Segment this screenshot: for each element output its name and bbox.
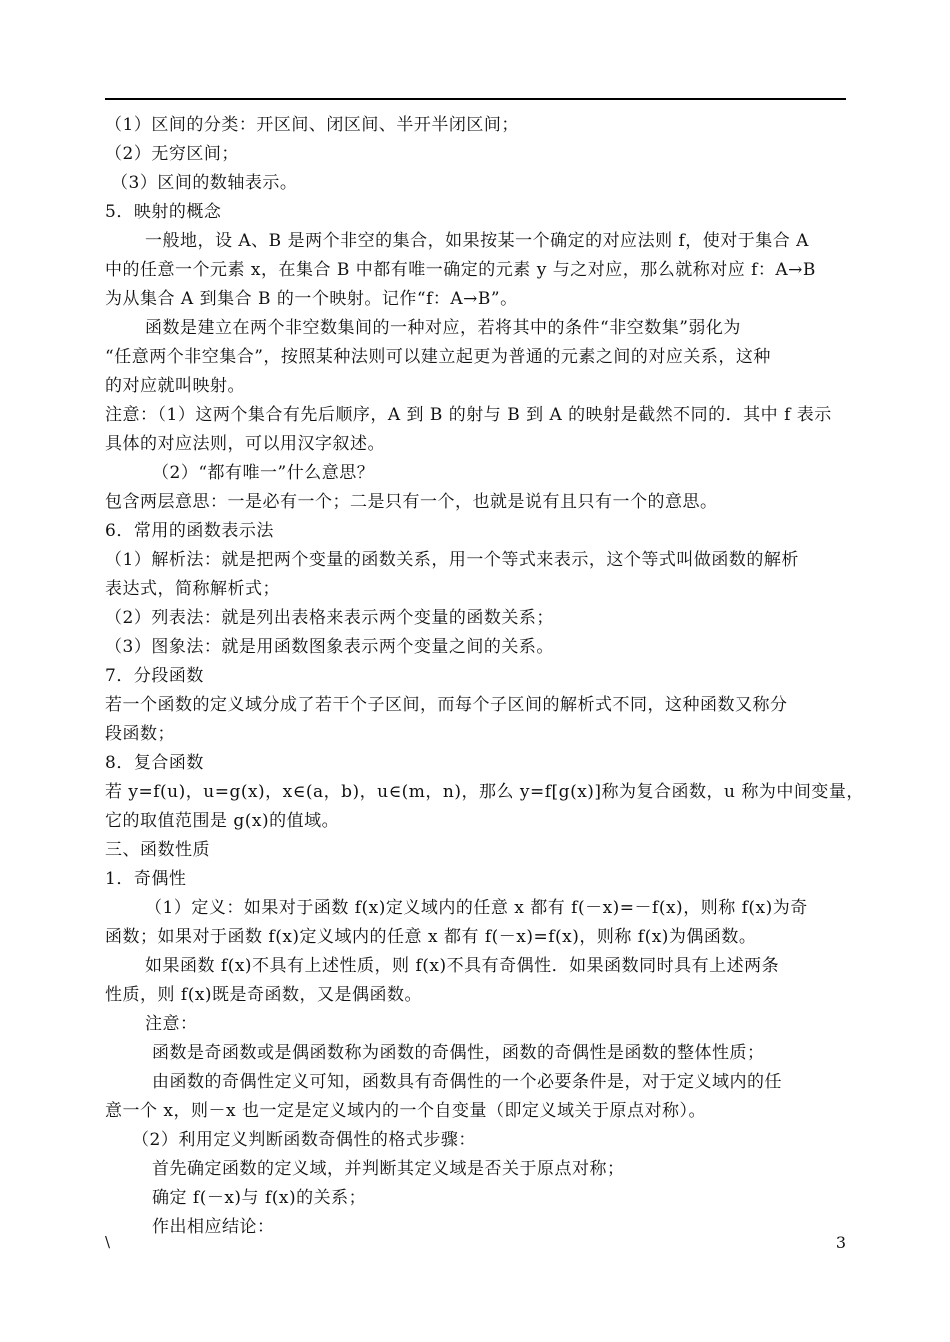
header-rule: [105, 98, 846, 100]
text-line: 段函数；: [105, 724, 175, 744]
text-line: 若 y=f(u)，u=g(x)，x∈(a，b)，u∈(m，n)，那么 y=f[g(x)]称为复合函数，u 称为中间变量，: [105, 782, 864, 802]
text-line: 由函数的奇偶性定义可知，函数具有奇偶性的一个必要条件是，对于定义域内的任: [152, 1072, 782, 1092]
text-line: 函数；如果对于函数 f(x)定义域内的任意 x 都有 f(－x)=f(x)，则称 f(x)为偶函数。: [105, 927, 757, 947]
text-line: “任意两个非空集合”，按照某种法则可以建立起更为普通的元素之间的对应关系，这种: [105, 347, 771, 367]
text-line: 函数是建立在两个非空数集间的一种对应，若将其中的条件“非空数集”弱化为: [145, 318, 741, 338]
text-line: 意一个 x，则－x 也一定是定义域内的一个自变量（即定义域关于原点对称）。: [105, 1101, 706, 1121]
page-number: 3: [835, 1233, 846, 1252]
text-line: （3）区间的数轴表示。: [111, 173, 298, 193]
text-line: 作出相应结论：: [152, 1217, 275, 1237]
text-line: 一般地，设 A、B 是两个非空的集合，如果按某一个确定的对应法则 f，使对于集合 A: [145, 231, 809, 251]
section-heading: 8．复合函数: [105, 753, 204, 773]
text-line: 性质，则 f(x)既是奇函数，又是偶函数。: [105, 985, 423, 1005]
text-line: 如果函数 f(x)不具有上述性质，则 f(x)不具有奇偶性．如果函数同时具有上述两条: [145, 956, 780, 976]
text-line: （3）图象法：就是用函数图象表示两个变量之间的关系。: [105, 637, 554, 657]
text-line: 中的任意一个元素 x，在集合 B 中都有唯一确定的元素 y 与之对应，那么就称对应 f：A→B: [105, 260, 816, 280]
text-line: 函数是奇函数或是偶函数称为函数的奇偶性，函数的奇偶性是函数的整体性质；: [152, 1043, 765, 1063]
text-line: 若一个函数的定义域分成了若干个子区间，而每个子区间的解析式不同，这种函数又称分: [105, 695, 788, 715]
text-line: 它的取值范围是 g(x)的值域。: [105, 811, 340, 831]
text-line: 注意：: [145, 1014, 198, 1034]
text-line: 包含两层意思：一是必有一个；二是只有一个，也就是说有且只有一个的意思。: [105, 492, 718, 512]
text-line: 注意：（1）这两个集合有先后顺序，A 到 B 的射与 B 到 A 的映射是截然不同的．其中 f 表示: [105, 405, 832, 425]
section-heading: 6．常用的函数表示法: [105, 521, 274, 541]
text-line: 为从集合 A 到集合 B 的一个映射。记作“f：A→B”。: [105, 289, 518, 309]
text-line: （2）无穷区间；: [105, 144, 239, 164]
text-line: 的对应就叫映射。: [105, 376, 245, 396]
section-heading: 1．奇偶性: [105, 869, 187, 889]
text-line: （1）区间的分类：开区间、闭区间、半开半闭区间；: [105, 115, 519, 135]
text-line: （2）“都有唯一”什么意思？: [152, 463, 375, 483]
text-line: 具体的对应法则，可以用汉字叙述。: [105, 434, 385, 454]
section-heading: 7．分段函数: [105, 666, 204, 686]
footer-mark: \: [105, 1233, 111, 1251]
text-line: （2）列表法：就是列出表格来表示两个变量的函数关系；: [105, 608, 554, 628]
section-heading: 5．映射的概念: [105, 202, 222, 222]
text-line: （1）解析法：就是把两个变量的函数关系，用一个等式来表示，这个等式叫做函数的解析: [105, 550, 799, 570]
text-line: 首先确定函数的定义域，并判断其定义域是否关于原点对称；: [152, 1159, 625, 1179]
text-line: 确定 f(－x)与 f(x)的关系；: [152, 1188, 367, 1208]
text-line: （2）利用定义判断函数奇偶性的格式步骤：: [132, 1130, 476, 1150]
text-line: 表达式，简称解析式；: [105, 579, 280, 599]
text-line: （1）定义：如果对于函数 f(x)定义域内的任意 x 都有 f(－x)=－f(x)，则称 f(x)为奇: [145, 898, 808, 918]
section-heading: 三、函数性质: [105, 840, 210, 860]
